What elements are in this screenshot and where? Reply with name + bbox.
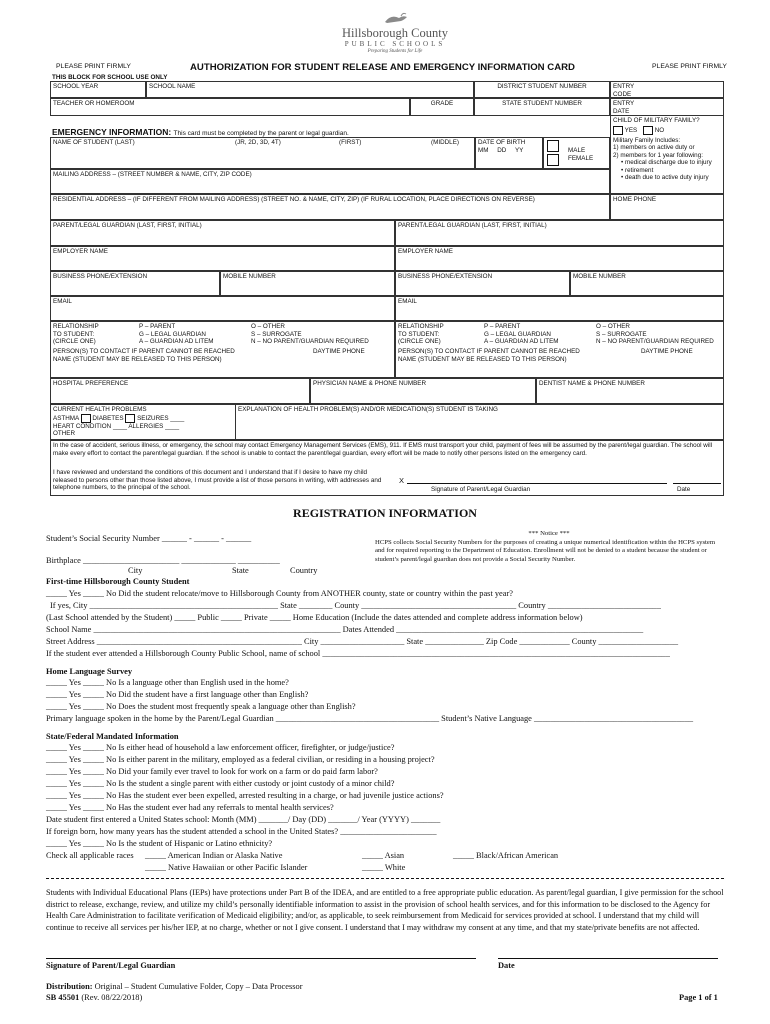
business-phone1-field[interactable]: BUSINESS PHONE/EXTENSION — [50, 271, 220, 296]
race-option[interactable]: _____ American Indian or Alaska Native — [145, 851, 283, 860]
section-divider — [46, 878, 724, 879]
print-firmly-left: PLEASE PRINT FIRMLY — [56, 63, 131, 70]
email1-field[interactable]: EMAIL — [50, 296, 395, 321]
ever-attended-line[interactable]: If the student ever attended a Hillsborough County Public School, name of school ___________________________________________________________________________________ — [46, 649, 670, 658]
birthplace-country-label: Country — [290, 566, 318, 575]
date-entered-line[interactable]: Date student first entered a United States school: Month (MM) _______/ Day (DD) _______/ Year (YYYY) _______ — [46, 815, 441, 824]
distribution-line: Distribution: Original – Student Cumulative Folder, Copy – Data Processor — [46, 982, 303, 991]
diabetes-checkbox[interactable] — [125, 414, 135, 423]
accident-consent-block: In the case of accident, serious illness, or emergency, the school may contact Emergency Management Services (EMS), 911. If EMS must transport your child, payment of fees will be assumed by the parent/legal guardian. The school will make every effort to contact the parent/legal guardian. If the school is unable to contact the parent/legal guardian, every effort will be made to notify other persons listed on the emergency card. — [50, 440, 724, 468]
review-block: I have reviewed and understand the conditions of this document and I understand that if I desire to have my child released to persons other than those listed above, I must provide a list of those persons in writing, with addresses and telephone numbers, to the principal of the school. X Signature of Parent/Legal Guardian Date — [50, 468, 724, 496]
guardian2-name-field[interactable]: PARENT/LEGAL GUARDIAN (LAST, FIRST, INITIAL) — [395, 220, 724, 246]
last-school-line[interactable]: (Last School attended by the Student) _____ Public _____ Private _____ Home Education (Include the dates attended and complete address information below) — [46, 613, 583, 622]
relationship2-block[interactable]: RELATIONSHIP TO STUDENT: (CIRCLE ONE) P – PARENT G – LEGAL GUARDIAN A – GUARDIAN AD LITEM O – OTHER S – SURROGATE N – NO PARENT/GUARDIAN REQUIRED PERSON(S) TO CONTACT IF PARENT CANNOT BE REACHED NAME (STUDENT MAY BE RELEASED TO THIS PERSON) DAYTIME PHONE — [395, 321, 724, 378]
hospital-field[interactable]: HOSPITAL PREFERENCE — [50, 378, 310, 404]
mobile1-field[interactable]: MOBILE NUMBER — [220, 271, 395, 296]
sf-question[interactable]: _____ Yes _____ No Is the student a single parent with either custody or joint custody of a minor child? — [46, 779, 395, 788]
registration-heading: REGISTRATION INFORMATION — [293, 506, 477, 520]
registration-date-line[interactable] — [498, 958, 718, 959]
iep-paragraph: Students with Individual Educational Plans (IEPs) have protections under Part B of the IDEA, and are entitled to a free appropriate public education. As parent/legal guardian, I give permission for the school district to release, exchange, review, and utilize my child’s personally identifiable information to assist in the provision of school health services, and for this information to be disclosed to the Agency for Health Care Administration to facilitate verification of Medicaid eligibility; and/or, as applicable, to seek reimbursement from Medicaid for services provided at school. I understand that my child will continue to receive all services per his/her IEP, at no charge, whether or not I give consent. I understand that I may withdraw my consent at any time, and that my state/private benefits are not affected. — [46, 888, 724, 932]
dob-field[interactable]: DATE OF BIRTH MM DD YY — [475, 137, 543, 169]
birthplace-line[interactable]: Birthplace _______________________ _____________ __________ — [46, 556, 280, 565]
birthplace-state-label: State — [232, 566, 249, 575]
entry-date-field[interactable]: ENTRY DATE — [610, 98, 724, 116]
emergency-heading: EMERGENCY INFORMATION: This card must be completed by the parent or legal guardian. — [52, 127, 349, 137]
sf-question[interactable]: _____ Yes _____ No Did your family ever travel to look for work on a farm or do paid farm labor? — [46, 767, 378, 776]
military-yes-checkbox[interactable] — [613, 126, 623, 135]
student-name-field[interactable]: NAME OF STUDENT (LAST) (JR, 2D, 3D, 4T) (FIRST) (MIDDLE) — [50, 137, 475, 169]
entry-code-field[interactable]: ENTRY CODE — [610, 81, 724, 98]
state-student-number-field[interactable]: STATE STUDENT NUMBER — [474, 98, 610, 116]
race-option[interactable]: _____ Native Hawaiian or other Pacific Islander — [145, 863, 308, 872]
relationship1-block[interactable]: RELATIONSHIP TO STUDENT: (CIRCLE ONE) P – PARENT G – LEGAL GUARDIAN A – GUARDIAN AD LITEM O – OTHER S – SURROGATE N – NO PARENT/GUARDIAN REQUIRED PERSON(S) TO CONTACT IF PARENT CANNOT BE REACHED NAME (STUDENT MAY BE RELEASED TO THIS PERSON) DAYTIME PHONE — [50, 321, 395, 378]
asthma-checkbox[interactable] — [81, 414, 91, 423]
dentist-field[interactable]: DENTIST NAME & PHONE NUMBER — [536, 378, 724, 404]
check-races-label: Check all applicable races — [46, 851, 134, 860]
street-address-line[interactable]: Street Address _________________________________________________ City ____________________ State ______________ Zip Code ____________ County ___________________ — [46, 637, 679, 646]
lamp-icon — [381, 12, 411, 26]
sf-question[interactable]: _____ Yes _____ No Is either parent in the military, employed as a federal civilian, or residing in a housing project? — [46, 755, 435, 764]
relocate-question[interactable]: _____ Yes _____ No Did the student relocate/move to Hillsborough County from ANOTHER county, state or country within the past year? — [46, 589, 513, 598]
district-logo — [335, 14, 455, 60]
logo-subname: PUBLIC SCHOOLS — [344, 40, 446, 48]
mobile2-field[interactable]: MOBILE NUMBER — [570, 271, 724, 296]
if-yes-line[interactable]: If yes, City _____________________________________________ State ________ County _____________________________________ Country ___________________________ — [50, 601, 661, 610]
card-title: AUTHORIZATION FOR STUDENT RELEASE AND EMERGENCY INFORMATION CARD — [190, 62, 575, 73]
female-checkbox[interactable] — [547, 154, 559, 166]
home-phone-field[interactable]: HOME PHONE — [610, 194, 724, 220]
form-number: SB 45501 (Rev. 08/22/2018) — [46, 993, 143, 1002]
teacher-field[interactable]: TEACHER OR HOMEROOM — [50, 98, 410, 116]
registration-signature-line[interactable] — [46, 958, 476, 959]
primary-language-line[interactable]: Primary language spoken in the home by the Parent/Legal Guardian _______________________________________ Student’s Native Language ______________________________________ — [46, 714, 694, 723]
sf-question[interactable]: _____ Yes _____ No Has the student ever had any referrals to mental health services? — [46, 803, 334, 812]
school-use-label: THIS BLOCK FOR SCHOOL USE ONLY — [52, 74, 168, 81]
school-name-field[interactable]: SCHOOL NAME — [146, 81, 474, 98]
home-language-heading: Home Language Survey — [46, 667, 133, 676]
print-firmly-right: PLEASE PRINT FIRMLY — [652, 63, 727, 70]
hl-question[interactable]: _____ Yes _____ No Did the student have a first language other than English? — [46, 690, 309, 699]
military-no-checkbox[interactable] — [643, 126, 653, 135]
ssn-notice: *** Notice *** HCPS collects Social Security Numbers for the purposes of creating a unique numerical identification within the HCPS system and for required reporting to the Department of Education. Enrollment will not be denied to a student because the student or student’s parent/legal guardian does not provide a Social Security Number. — [375, 530, 716, 563]
first-time-heading: First-time Hillsborough County Student — [46, 577, 190, 586]
foreign-born-line[interactable]: If foreign born, how many years has the student attended a school in the United States? _______________________ — [46, 827, 437, 836]
sf-question[interactable]: _____ Yes _____ No Has the student ever been expelled, arrested resulting in a charge, or had juvenile justice actions? — [46, 791, 444, 800]
employer1-field[interactable]: EMPLOYER NAME — [50, 246, 395, 271]
page-number: Page 1 of 1 — [679, 993, 718, 1002]
health-problems-block: CURRENT HEALTH PROBLEMS ASTHMA DIABETES SEIZURES ____ HEART CONDITION ____ ALLERGIES ____ OTHER — [50, 404, 236, 440]
sf-question[interactable]: _____ Yes _____ No Is either head of household a law enforcement officer, firefighter, or judge/justice? — [46, 743, 395, 752]
state-federal-heading: State/Federal Mandated Information — [46, 732, 179, 741]
card-signature-line[interactable] — [407, 483, 667, 484]
hispanic-question[interactable]: _____ Yes _____ No Is the student of Hispanic or Latino ethnicity? — [46, 839, 273, 848]
physician-field[interactable]: PHYSICIAN NAME & PHONE NUMBER — [310, 378, 536, 404]
birthplace-city-label: City — [128, 566, 143, 575]
hl-question[interactable]: _____ Yes _____ No Is a language other than English used in the home? — [46, 678, 289, 687]
school-name-line[interactable]: School Name ___________________________________________________________ Dates Attended ___________________________________________________________ — [46, 625, 644, 634]
grade-field[interactable]: GRADE — [410, 98, 474, 116]
military-block: CHILD OF MILITARY FAMILY? YES NO Military Family Includes: 1) members on active duty or 2) members for 1 year following: • medical discharge due to injury • retirement • death due to active duty injury — [610, 116, 724, 194]
race-option[interactable]: _____ Black/African American — [453, 851, 559, 860]
mailing-address-field[interactable]: MAILING ADDRESS – (STREET NUMBER & NAME, CITY, ZIP CODE) — [50, 169, 610, 194]
gender-field: MALE FEMALE — [543, 137, 610, 169]
business-phone2-field[interactable]: BUSINESS PHONE/EXTENSION — [395, 271, 570, 296]
ssn-line[interactable]: Student’s Social Security Number ______ - ______ - ______ — [46, 534, 252, 543]
male-checkbox[interactable] — [547, 140, 559, 152]
employer2-field[interactable]: EMPLOYER NAME — [395, 246, 724, 271]
race-option[interactable]: _____ White — [362, 863, 406, 872]
residential-address-field[interactable]: RESIDENTIAL ADDRESS – (IF DIFFERENT FROM MAILING ADDRESS) (STREET NO. & NAME, CITY, ZIP) (IF RURAL LOCATION, PLACE DIRECTIONS ON REVERSE) — [50, 194, 610, 220]
race-option[interactable]: _____ Asian — [362, 851, 405, 860]
guardian1-name-field[interactable]: PARENT/LEGAL GUARDIAN (LAST, FIRST, INITIAL) — [50, 220, 395, 246]
explanation-field[interactable]: EXPLANATION OF HEALTH PROBLEM(S) AND/OR MEDICATION(S) STUDENT IS TAKING — [236, 404, 724, 440]
card-date-line[interactable] — [673, 483, 721, 484]
logo-name: Hillsborough County — [342, 26, 448, 40]
logo-tagline: Preparing Students for Life — [367, 49, 423, 54]
registration-signature-label: Signature of Parent/Legal Guardian — [46, 961, 176, 970]
registration-date-label: Date — [498, 961, 515, 970]
district-student-number-field[interactable]: DISTRICT STUDENT NUMBER — [474, 81, 610, 98]
hl-question[interactable]: _____ Yes _____ No Does the student most frequently speak a language other than English? — [46, 702, 356, 711]
email2-field[interactable]: EMAIL — [395, 296, 724, 321]
school-year-field[interactable]: SCHOOL YEAR — [50, 81, 146, 98]
